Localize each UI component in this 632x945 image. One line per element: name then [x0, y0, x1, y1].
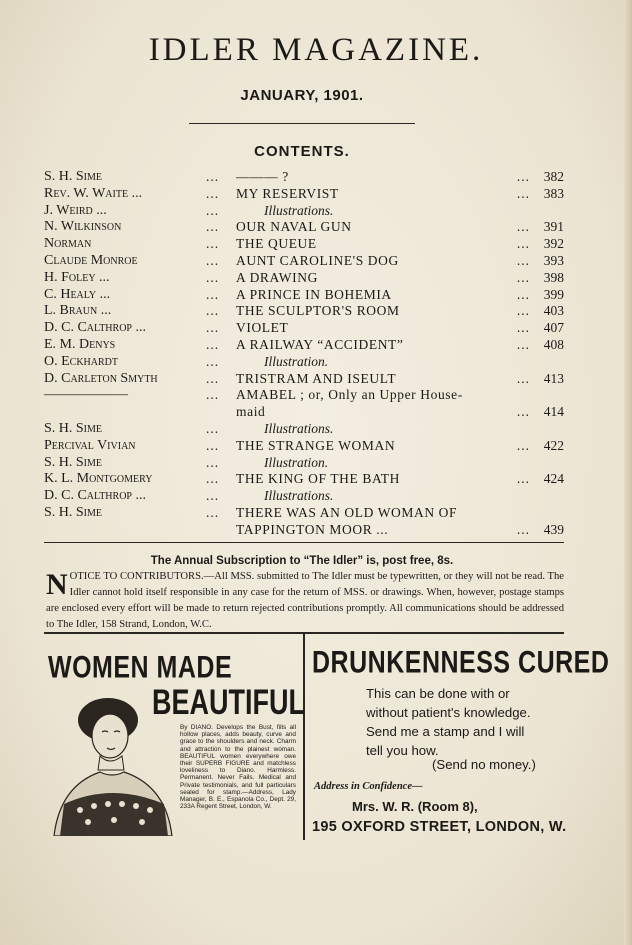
contents-author: E. M. Denys — [44, 337, 116, 352]
ads-divider — [303, 633, 305, 840]
contents-row — [44, 455, 564, 472]
contents-row — [44, 438, 564, 455]
contents-row — [44, 522, 564, 539]
contents-title: Illustration. — [264, 454, 329, 470]
contents-page-number: 382 — [543, 169, 564, 184]
contents-author: D. C. Calthrop ... — [44, 320, 146, 336]
contents-title: Illustrations. — [264, 488, 334, 504]
contents-leader: ... — [516, 169, 530, 184]
contents-author: L. Braun ... — [44, 303, 112, 319]
contents-title: THE KING OF THE BATH — [236, 471, 400, 487]
magazine-title: IDLER MAGAZINE. — [148, 32, 484, 68]
contents-row — [44, 488, 564, 505]
contents-author: N. Wilkinson — [44, 219, 122, 235]
contents-title: THE SCULPTOR'S ROOM — [236, 303, 400, 319]
contents-title: THE STRANGE WOMAN — [236, 437, 396, 453]
contents-title: AMABEL ; or, Only an Upper House- — [236, 387, 463, 403]
contents-title: Illustrations. — [264, 202, 334, 218]
contents-page-number: 408 — [543, 337, 564, 352]
ad-right-address-name: Mrs. W. R. (Room 8), — [352, 799, 478, 814]
contents-bottom-rule — [44, 542, 564, 543]
contents-row — [44, 320, 564, 337]
contents-author: Claude Monroe — [44, 253, 138, 268]
contents-author: S. H. Sime — [44, 454, 103, 470]
contents-separator: ... — [206, 454, 220, 470]
contents-row — [44, 471, 564, 488]
contents-row — [44, 421, 564, 438]
contents-title: A PRINCE IN BOHEMIA — [236, 286, 392, 302]
subscription-line: The Annual Subscription to “The Idler” is, post free, 8s. — [150, 555, 454, 567]
contents-title: A RAILWAY “ACCIDENT” — [236, 337, 404, 352]
contents-separator: ... — [206, 253, 220, 268]
contents-row — [44, 219, 564, 236]
contents-page-number: 414 — [543, 404, 564, 420]
contents-author: S. H. Sime — [44, 421, 103, 436]
contents-separator: ... — [206, 320, 220, 336]
portrait-illustration-icon — [50, 684, 178, 836]
contents-separator: ... — [206, 303, 220, 319]
contents-page-number: 403 — [543, 303, 564, 319]
contents-leader: ... — [516, 253, 530, 268]
contents-title: MY RESERVIST — [236, 185, 339, 201]
contents-separator: ... — [206, 421, 220, 436]
contents-page-number: 424 — [543, 471, 564, 487]
ad-right-line-3: Send me a stamp and I will — [366, 724, 525, 739]
contents-author: —————— — [44, 387, 128, 403]
ad-left-headline-2: BEAUTIFUL — [152, 683, 305, 722]
contents-author: S. H. Sime — [44, 505, 103, 520]
contents-author: H. Foley ... — [44, 269, 110, 285]
ad-right-line-1: This can be done with or — [366, 686, 510, 701]
contents-page-number: 422 — [543, 437, 564, 453]
contents-row — [44, 253, 564, 270]
contents-separator: ... — [206, 236, 220, 252]
ad-left-copy: By DIANO. Develops the Bust, fills all hollow places, adds beauty, curve and grace to the shoulders and neck. Charm and attraction to the plainest woman. BEAUTIFUL women everywhere owe their SUPERB FIGURE and matchless loveliness to Diano. Harmless. Permanent. Never Fails. Medical and Private testimonials, and full particulars sealed for stamp.—Address, Lady Manager, B. E., Espanola Co., Dept. 29, 233A Regent Street, London, W. — [180, 724, 296, 811]
contents-heading: CONTENTS. — [254, 143, 350, 160]
contents-author: Percival Vivian — [44, 437, 136, 453]
contents-title: Illustrations. — [264, 421, 334, 436]
contents-row — [44, 270, 564, 287]
contents-title: Illustration. — [264, 353, 329, 369]
contents-page-number: 399 — [543, 286, 564, 302]
contents-title: THERE WAS AN OLD WOMAN OF — [236, 505, 458, 520]
contents-leader: ... — [516, 437, 530, 453]
contents-title: TRISTRAM AND ISEULT — [236, 370, 397, 386]
contents-row — [44, 354, 564, 371]
contents-page-number: 407 — [543, 320, 564, 336]
contents-row — [44, 371, 564, 388]
contents-separator: ... — [206, 169, 220, 184]
contents-leader: ... — [516, 337, 530, 352]
contents-leader: ... — [516, 303, 530, 319]
notice-text: OTICE TO CONTRIBUTORS.—All MSS. submitted to The Idler must be typewritten, or they will not be read. The Idler cannot hold itself responsible in any case for the return of MSS. or drawings. When, however, postage stamps are enclosed every effort will be made to return rejected contributions promptly. All communications should be addressed to The Idler, 158 Strand, London, W.C. — [46, 571, 564, 630]
contents-row — [44, 505, 564, 522]
contents-author: Norman — [44, 236, 92, 252]
contents-separator: ... — [206, 185, 220, 201]
contents-title: THE QUEUE — [236, 236, 317, 252]
notice-dropcap: N — [46, 568, 68, 601]
ad-right-headline: DRUNKENNESS CURED — [312, 645, 610, 680]
contents-separator: ... — [206, 488, 220, 504]
contents-author: D. C. Calthrop ... — [44, 488, 146, 504]
contents-page-number: 392 — [543, 236, 564, 252]
contents-leader: ... — [516, 286, 530, 302]
contents-separator: ... — [206, 219, 220, 235]
ad-right-send-note: (Send no money.) — [432, 757, 536, 772]
contents-title: AUNT CAROLINE'S DOG — [236, 253, 399, 268]
contents-title: ——— ? — [236, 169, 289, 184]
contents-title: OUR NAVAL GUN — [236, 219, 352, 235]
contents-separator: ... — [206, 337, 220, 352]
contents-title: TAPPINGTON MOOR ... — [236, 521, 389, 537]
contents-leader: ... — [516, 404, 530, 420]
contents-author: Rev. W. Waite ... — [44, 185, 143, 201]
contents-title: VIOLET — [236, 320, 289, 336]
contents-author: O. Eckhardt — [44, 353, 118, 369]
contents-author: J. Weird ... — [44, 202, 107, 218]
contents-page-number: 398 — [543, 269, 564, 285]
contents-separator: ... — [206, 370, 220, 386]
ad-right-line-2: without patient's knowledge. — [366, 705, 531, 720]
contents-page-number: 393 — [543, 253, 564, 268]
contents-row — [44, 387, 564, 404]
contents-row — [44, 186, 564, 203]
contents-leader: ... — [516, 219, 530, 235]
contents-separator: ... — [206, 353, 220, 369]
contents-page-number: 439 — [543, 521, 564, 537]
page-edge — [624, 0, 632, 945]
contents-separator: ... — [206, 387, 220, 403]
contents-row — [44, 236, 564, 253]
contents-page-number: 391 — [543, 219, 564, 235]
contents-author: D. Carleton Smyth — [44, 370, 158, 386]
contents-leader: ... — [516, 269, 530, 285]
ad-left-headline: WOMEN MADE — [48, 650, 233, 685]
contents-title: A DRAWING — [236, 269, 318, 285]
contents-leader: ... — [516, 370, 530, 386]
title-rule — [189, 123, 415, 124]
contents-row — [44, 337, 564, 354]
contents-row — [44, 203, 564, 220]
contents-author: K. L. Montgomery — [44, 471, 153, 487]
contents-author: S. H. Sime — [44, 169, 103, 184]
contents-separator: ... — [206, 269, 220, 285]
contents-separator: ... — [206, 202, 220, 218]
contents-leader: ... — [516, 236, 530, 252]
contents-row — [44, 169, 564, 186]
contents-separator: ... — [206, 505, 220, 520]
contents-leader: ... — [516, 320, 530, 336]
contents-separator: ... — [206, 286, 220, 302]
contents-leader: ... — [516, 185, 530, 201]
contents-row — [44, 404, 564, 421]
issue-date: JANUARY, 1901. — [240, 87, 364, 104]
contents-separator: ... — [206, 437, 220, 453]
contents-row — [44, 303, 564, 320]
contents-page-number: 383 — [543, 185, 564, 201]
contents-leader: ... — [516, 471, 530, 487]
ad-right-line-4: tell you how. — [366, 743, 439, 758]
contents-leader: ... — [516, 521, 530, 537]
contents-page-number: 413 — [543, 370, 564, 386]
contents-author: C. Healy ... — [44, 286, 111, 302]
ad-right-address-street: 195 OXFORD STREET, LONDON, W. — [312, 819, 567, 835]
contents-row — [44, 287, 564, 304]
ad-right-address-label: Address in Confidence— — [314, 781, 423, 792]
notice-to-contributors — [46, 569, 564, 633]
contents-title: maid — [236, 404, 266, 420]
contents-separator: ... — [206, 471, 220, 487]
